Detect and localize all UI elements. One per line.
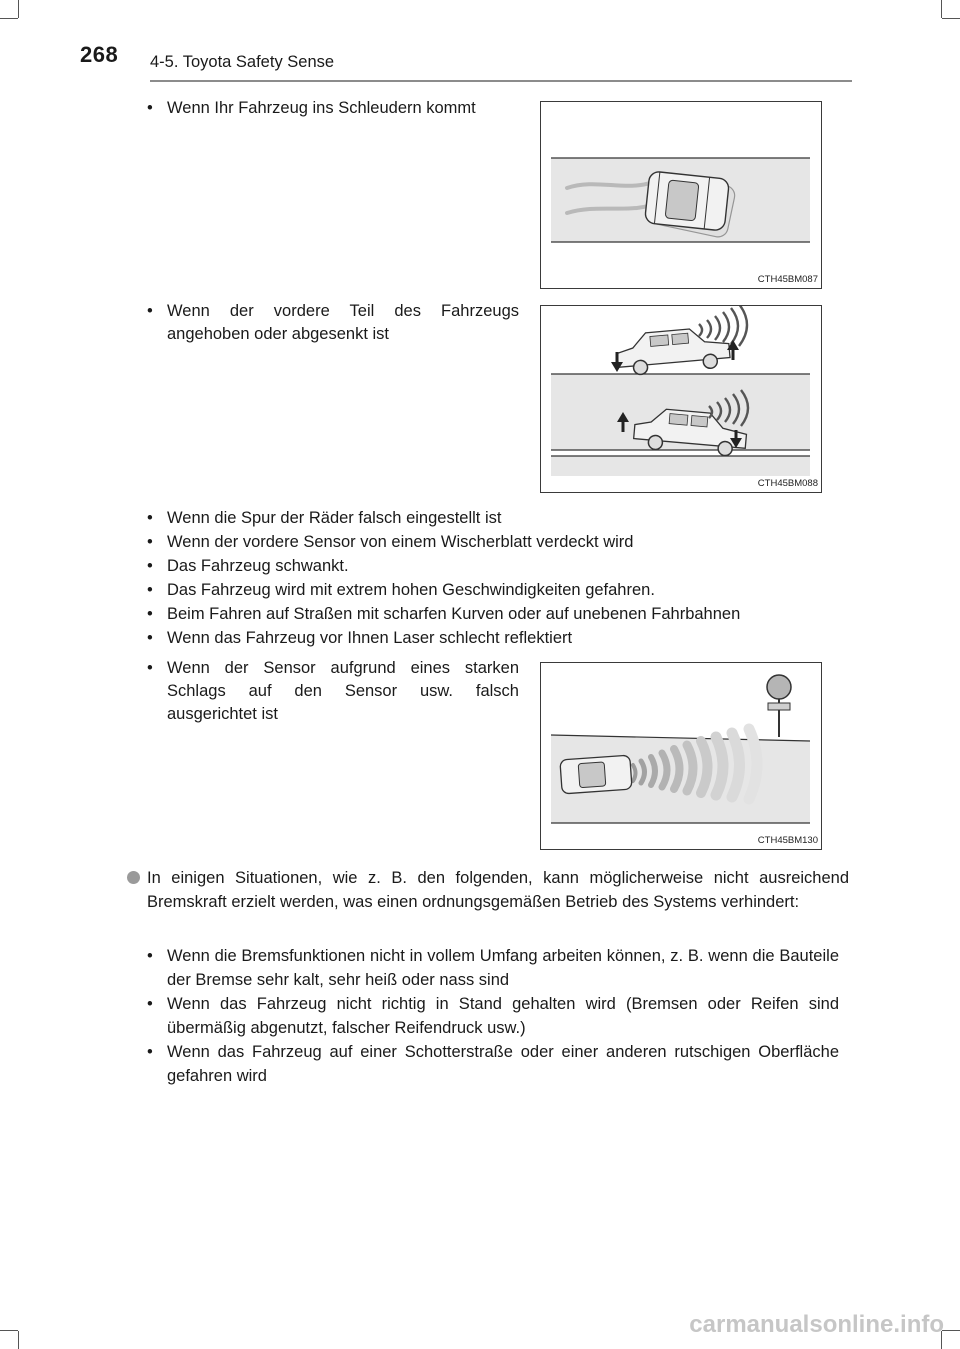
section-title: 4-5. Toyota Safety Sense [150,53,335,71]
crop-mark [941,0,942,18]
bullet-dot: • [147,557,153,575]
list-item: • Wenn der vordere Sensor von einem Wischerblatt verdeckt wird [147,530,867,554]
bullet-skidding [147,97,519,120]
figure-skidding-car [540,101,822,289]
figure-code: CTH45BM088 [757,478,818,489]
list-item: • Wenn die Spur der Räder falsch eingestellt ist [147,506,867,530]
crop-mark [18,0,19,18]
page-number: 268 [80,42,119,67]
list-item: • Beim Fahren auf Straßen mit scharfen Kurven oder auf unebenen Fahrbahnen [147,602,867,626]
bullet-sensor-misaligned [147,657,519,726]
bullet-dot: • [147,581,153,599]
bullet-dot: • [147,99,153,117]
note-bullet-icon [127,871,140,884]
bullet-dot: • [147,659,153,677]
list-item: • Wenn das Fahrzeug nicht richtig in Stand gehalten wird (Bremsen oder Reifen sind übermäßig abgenutzt, falscher Reifendruck usw.) [147,992,839,1040]
figure-code: CTH45BM130 [757,835,818,846]
bullet-text: Wenn der Sensor aufgrund eines starken Schlags auf den Sensor usw. falsch ausgerichtet ist [167,659,519,723]
note-braking-force [127,866,849,914]
list-item: • Das Fahrzeug schwankt. [147,554,867,578]
crop-mark [0,18,18,19]
crop-mark [942,18,960,19]
bullet-front-raised [147,300,519,346]
bullet-dot: • [147,533,153,551]
header-divider [150,80,852,82]
bullet-dot: • [147,1043,153,1061]
bullet-dot: • [147,629,153,647]
note-intro: In einigen Situationen, wie z. B. den folgenden, kann möglicherweise nicht ausreichend Bremskraft erzielt werden, was einen ordnungsgemäßen Betrieb des Systems verhindert: [147,869,849,911]
bullet-dot: • [147,995,153,1013]
raised-lowered-car-illustration [541,306,821,492]
figure-code: CTH45BM087 [757,274,818,285]
bullet-dot: • [147,509,153,527]
list-item: • Wenn das Fahrzeug auf einer Schotterstraße oder einer anderen rutschigen Oberfläche gefahren wird [147,1040,839,1088]
bullet-dot: • [147,947,153,965]
list-item: • Wenn die Bremsfunktionen nicht in vollem Umfang arbeiten können, z. B. wenn die Bauteile der Bremse sehr kalt, sehr heiß oder nass sind [147,944,839,992]
bullet-list-braking [147,944,839,1088]
misaligned-sensor-illustration [541,663,821,849]
list-item: • Wenn das Fahrzeug vor Ihnen Laser schlecht reflektiert [147,626,867,650]
bullet-dot: • [147,302,153,320]
bullet-list-conditions [147,506,867,650]
crop-mark [18,1331,19,1349]
crop-mark [942,1330,960,1331]
skidding-car-illustration [541,102,821,288]
bullet-text: Wenn Ihr Fahrzeug ins Schleudern kommt [167,99,476,117]
figure-misaligned-sensor [540,662,822,850]
figure-raised-lowered-car [540,305,822,493]
bullet-dot: • [147,605,153,623]
list-item: • Das Fahrzeug wird mit extrem hohen Geschwindigkeiten gefahren. [147,578,867,602]
footer-watermark: carmanualsonline.info [689,1311,944,1338]
crop-mark [0,1330,18,1331]
bullet-text: Wenn der vordere Teil des Fahrzeugs angehoben oder abgesenkt ist [167,302,519,343]
